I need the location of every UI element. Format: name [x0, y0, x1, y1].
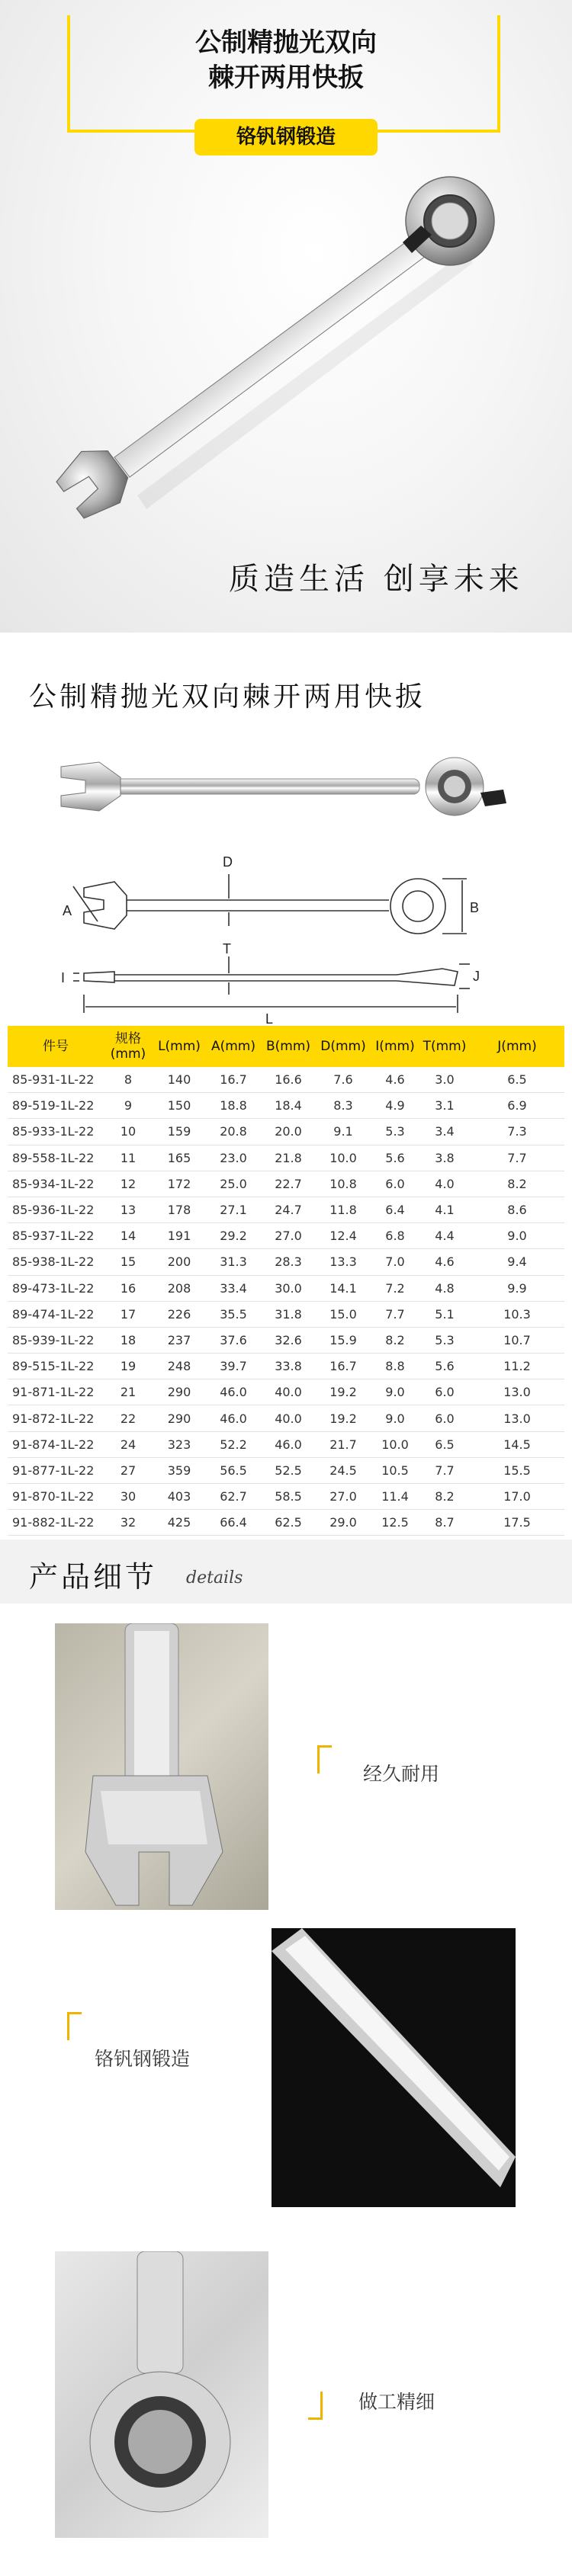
diagram-label-b: B	[470, 900, 480, 915]
table-cell: 403	[153, 1484, 206, 1510]
table-cell: 89-558-1L-22	[8, 1145, 104, 1171]
table-cell: 14	[104, 1223, 153, 1249]
hero-title-line1: 公制精抛光双向	[195, 27, 377, 58]
table-cell: 33.8	[261, 1354, 316, 1379]
spec-table-header-cell: D(mm)	[316, 1026, 371, 1067]
table-cell: 8.2	[470, 1171, 564, 1197]
detail-photo-ratchet	[55, 2251, 268, 2538]
table-cell: 19	[104, 1354, 153, 1379]
table-cell: 11.8	[316, 1197, 371, 1222]
table-cell: 89-474-1L-22	[8, 1301, 104, 1327]
table-cell: 8.2	[419, 1484, 470, 1510]
detail-label-forged: 铬钒钢锻造	[95, 2048, 191, 2070]
diagram-label-j: J	[473, 969, 480, 984]
spec-table-header-cell: 规格 (mm)	[104, 1026, 153, 1067]
table-cell: 191	[153, 1223, 206, 1249]
table-cell: 19.2	[316, 1379, 371, 1405]
table-cell: 85-938-1L-22	[8, 1249, 104, 1275]
table-cell: 15	[104, 1249, 153, 1275]
table-cell: 46.0	[206, 1405, 261, 1431]
table-cell: 30	[104, 1484, 153, 1510]
table-cell: 5.6	[371, 1145, 419, 1171]
table-cell: 10.5	[371, 1457, 419, 1483]
table-cell: 21	[104, 1379, 153, 1405]
table-row	[8, 1145, 564, 1171]
table-cell: 4.8	[419, 1275, 470, 1301]
table-cell: 27.1	[206, 1197, 261, 1222]
table-cell: 21.8	[261, 1145, 316, 1171]
table-cell: 10.0	[316, 1145, 371, 1171]
table-cell: 13.3	[316, 1249, 371, 1275]
table-cell: 290	[153, 1405, 206, 1431]
table-cell: 4.6	[419, 1249, 470, 1275]
table-cell: 425	[153, 1510, 206, 1536]
table-cell: 11.4	[371, 1484, 419, 1510]
table-cell: 85-939-1L-22	[8, 1327, 104, 1353]
table-cell: 3.0	[419, 1067, 470, 1093]
table-cell: 15.0	[316, 1301, 371, 1327]
table-cell: 9.4	[470, 1249, 564, 1275]
table-cell: 7.2	[371, 1275, 419, 1301]
table-cell: 28.3	[261, 1249, 316, 1275]
table-cell: 6.8	[371, 1223, 419, 1249]
table-cell: 7.7	[371, 1301, 419, 1327]
spec-table-body	[8, 1067, 564, 1536]
table-cell: 91-870-1L-22	[8, 1484, 104, 1510]
table-cell: 20.8	[206, 1119, 261, 1145]
spec-table-header-cell: 件号	[8, 1026, 104, 1067]
table-row	[8, 1431, 564, 1457]
table-cell: 24.5	[316, 1457, 371, 1483]
table-row	[8, 1093, 564, 1119]
table-cell: 226	[153, 1301, 206, 1327]
table-cell: 6.5	[419, 1431, 470, 1457]
table-cell: 18	[104, 1327, 153, 1353]
table-cell: 12.4	[316, 1223, 371, 1249]
table-cell: 165	[153, 1145, 206, 1171]
table-cell: 52.2	[206, 1431, 261, 1457]
table-row	[8, 1457, 564, 1483]
table-cell: 6.0	[419, 1379, 470, 1405]
table-cell: 6.4	[371, 1197, 419, 1222]
table-cell: 29.2	[206, 1223, 261, 1249]
table-cell: 248	[153, 1354, 206, 1379]
table-cell: 200	[153, 1249, 206, 1275]
table-cell: 17	[104, 1301, 153, 1327]
table-cell: 13.0	[470, 1405, 564, 1431]
bracket-corner	[317, 1745, 332, 1773]
diagram-label-d: D	[223, 854, 233, 870]
table-cell: 18.4	[261, 1093, 316, 1119]
table-cell: 46.0	[206, 1379, 261, 1405]
table-cell: 9.1	[316, 1119, 371, 1145]
table-cell: 359	[153, 1457, 206, 1483]
table-cell: 172	[153, 1171, 206, 1197]
table-cell: 9.0	[371, 1405, 419, 1431]
table-cell: 237	[153, 1327, 206, 1353]
table-cell: 8.3	[316, 1093, 371, 1119]
table-cell: 21.7	[316, 1431, 371, 1457]
table-cell: 62.7	[206, 1484, 261, 1510]
table-cell: 4.0	[419, 1171, 470, 1197]
table-cell: 66.4	[206, 1510, 261, 1536]
table-cell: 9.9	[470, 1275, 564, 1301]
table-cell: 8.6	[470, 1197, 564, 1222]
table-cell: 10.0	[371, 1431, 419, 1457]
bracket-corner	[308, 2392, 323, 2420]
diagram-label-a: A	[63, 903, 72, 918]
table-cell: 39.7	[206, 1354, 261, 1379]
table-cell: 10.8	[316, 1171, 371, 1197]
table-cell: 85-933-1L-22	[8, 1119, 104, 1145]
spec-section-title: 公制精抛光双向棘开两用快扳	[29, 681, 426, 713]
table-cell: 30.0	[261, 1275, 316, 1301]
table-cell: 140	[153, 1067, 206, 1093]
table-cell: 24.7	[261, 1197, 316, 1222]
table-cell: 290	[153, 1379, 206, 1405]
table-cell: 13	[104, 1197, 153, 1222]
table-cell: 6.0	[419, 1405, 470, 1431]
table-cell: 8.2	[371, 1327, 419, 1353]
table-row	[8, 1067, 564, 1093]
table-cell: 89-519-1L-22	[8, 1093, 104, 1119]
details-title-cn: 产品细节	[29, 1560, 158, 1594]
table-cell: 27.0	[316, 1484, 371, 1510]
table-cell: 27.0	[261, 1223, 316, 1249]
table-cell: 16.7	[206, 1067, 261, 1093]
table-cell: 85-934-1L-22	[8, 1171, 104, 1197]
table-cell: 9.0	[371, 1379, 419, 1405]
table-cell: 7.7	[470, 1145, 564, 1171]
spec-table-header-cell: B(mm)	[261, 1026, 316, 1067]
table-cell: 15.9	[316, 1327, 371, 1353]
table-cell: 8.8	[371, 1354, 419, 1379]
table-cell: 10.3	[470, 1301, 564, 1327]
spec-table-header-cell: A(mm)	[206, 1026, 261, 1067]
table-cell: 5.3	[419, 1327, 470, 1353]
table-cell: 9.0	[470, 1223, 564, 1249]
table-cell: 32.6	[261, 1327, 316, 1353]
table-cell: 16.6	[261, 1067, 316, 1093]
hero-slogan: 质造生活 创享未来	[229, 562, 524, 597]
table-cell: 10	[104, 1119, 153, 1145]
table-cell: 62.5	[261, 1510, 316, 1536]
table-row	[8, 1171, 564, 1197]
detail-label-fine-craft: 做工精细	[358, 2391, 435, 2413]
diagram-label-i: I	[61, 970, 66, 985]
table-cell: 9	[104, 1093, 153, 1119]
table-cell: 8.7	[419, 1510, 470, 1536]
table-cell: 7.7	[419, 1457, 470, 1483]
table-row	[8, 1327, 564, 1353]
table-cell: 4.9	[371, 1093, 419, 1119]
table-cell: 46.0	[261, 1431, 316, 1457]
hero-title-line2: 棘开两用快扳	[208, 62, 364, 93]
table-cell: 85-931-1L-22	[8, 1067, 104, 1093]
table-cell: 91-871-1L-22	[8, 1379, 104, 1405]
bracket-corner	[67, 2012, 82, 2040]
table-cell: 12.5	[371, 1510, 419, 1536]
table-row	[8, 1223, 564, 1249]
table-cell: 22	[104, 1405, 153, 1431]
table-cell: 13.0	[470, 1379, 564, 1405]
table-cell: 5.3	[371, 1119, 419, 1145]
spec-table-header-cell: T(mm)	[419, 1026, 470, 1067]
table-cell: 91-872-1L-22	[8, 1405, 104, 1431]
table-cell: 5.1	[419, 1301, 470, 1327]
table-cell: 5.6	[419, 1354, 470, 1379]
table-cell: 17.5	[470, 1510, 564, 1536]
table-cell: 3.1	[419, 1093, 470, 1119]
table-cell: 33.4	[206, 1275, 261, 1301]
table-cell: 150	[153, 1093, 206, 1119]
table-cell: 7.3	[470, 1119, 564, 1145]
table-cell: 17.0	[470, 1484, 564, 1510]
table-row	[8, 1197, 564, 1222]
table-cell: 91-877-1L-22	[8, 1457, 104, 1483]
table-cell: 6.5	[470, 1067, 564, 1093]
table-row	[8, 1510, 564, 1536]
table-cell: 323	[153, 1431, 206, 1457]
table-cell: 22.7	[261, 1171, 316, 1197]
table-cell: 40.0	[261, 1379, 316, 1405]
diagram-label-l: L	[265, 1011, 274, 1025]
table-cell: 14.5	[470, 1431, 564, 1457]
table-row	[8, 1301, 564, 1327]
detail-photo-open-end	[55, 1623, 268, 1910]
table-cell: 37.6	[206, 1327, 261, 1353]
table-cell: 4.1	[419, 1197, 470, 1222]
table-cell: 29.0	[316, 1510, 371, 1536]
table-cell: 19.2	[316, 1405, 371, 1431]
table-cell: 7.6	[316, 1067, 371, 1093]
table-cell: 7.0	[371, 1249, 419, 1275]
table-cell: 4.6	[371, 1067, 419, 1093]
table-cell: 12	[104, 1171, 153, 1197]
hero-material-badge: 铬钒钢锻造	[194, 119, 378, 155]
spec-table-header-cell: I(mm)	[371, 1026, 419, 1067]
spec-wrench-photo	[0, 739, 572, 831]
table-cell: 14.1	[316, 1275, 371, 1301]
table-row	[8, 1275, 564, 1301]
table-cell: 8	[104, 1067, 153, 1093]
spec-table-header-cell: L(mm)	[153, 1026, 206, 1067]
table-cell: 159	[153, 1119, 206, 1145]
table-cell: 10.7	[470, 1327, 564, 1353]
table-cell: 3.8	[419, 1145, 470, 1171]
table-cell: 89-473-1L-22	[8, 1275, 104, 1301]
spec-table-header-cell: J(mm)	[470, 1026, 564, 1067]
table-row	[8, 1379, 564, 1405]
table-cell: 91-882-1L-22	[8, 1510, 104, 1536]
table-cell: 15.5	[470, 1457, 564, 1483]
table-cell: 27	[104, 1457, 153, 1483]
table-row	[8, 1405, 564, 1431]
table-cell: 4.4	[419, 1223, 470, 1249]
table-cell: 11	[104, 1145, 153, 1171]
table-cell: 23.0	[206, 1145, 261, 1171]
table-cell: 18.8	[206, 1093, 261, 1119]
table-cell: 32	[104, 1510, 153, 1536]
table-cell: 16.7	[316, 1354, 371, 1379]
table-cell: 85-936-1L-22	[8, 1197, 104, 1222]
table-cell: 52.5	[261, 1457, 316, 1483]
table-row	[8, 1119, 564, 1145]
table-cell: 91-874-1L-22	[8, 1431, 104, 1457]
table-cell: 35.5	[206, 1301, 261, 1327]
diagram-label-t: T	[223, 941, 231, 956]
table-cell: 20.0	[261, 1119, 316, 1145]
detail-photo-forged-handle	[272, 1928, 516, 2207]
table-cell: 16	[104, 1275, 153, 1301]
table-cell: 11.2	[470, 1354, 564, 1379]
detail-label-durable: 经久耐用	[363, 1763, 440, 1785]
spec-table-header	[8, 1026, 564, 1067]
table-cell: 208	[153, 1275, 206, 1301]
table-cell: 56.5	[206, 1457, 261, 1483]
table-cell: 31.8	[261, 1301, 316, 1327]
table-cell: 58.5	[261, 1484, 316, 1510]
table-row	[8, 1484, 564, 1510]
table-cell: 6.0	[371, 1171, 419, 1197]
dimension-diagram	[0, 842, 572, 1025]
table-cell: 89-515-1L-22	[8, 1354, 104, 1379]
table-cell: 178	[153, 1197, 206, 1222]
table-cell: 40.0	[261, 1405, 316, 1431]
table-cell: 24	[104, 1431, 153, 1457]
table-cell: 85-937-1L-22	[8, 1223, 104, 1249]
table-cell: 3.4	[419, 1119, 470, 1145]
details-title-en: details	[186, 1568, 243, 1588]
table-cell: 25.0	[206, 1171, 261, 1197]
table-cell: 31.3	[206, 1249, 261, 1275]
table-row	[8, 1249, 564, 1275]
hero-banner	[0, 0, 572, 633]
table-row	[8, 1354, 564, 1379]
table-cell: 6.9	[470, 1093, 564, 1119]
spec-table	[8, 1026, 564, 1536]
